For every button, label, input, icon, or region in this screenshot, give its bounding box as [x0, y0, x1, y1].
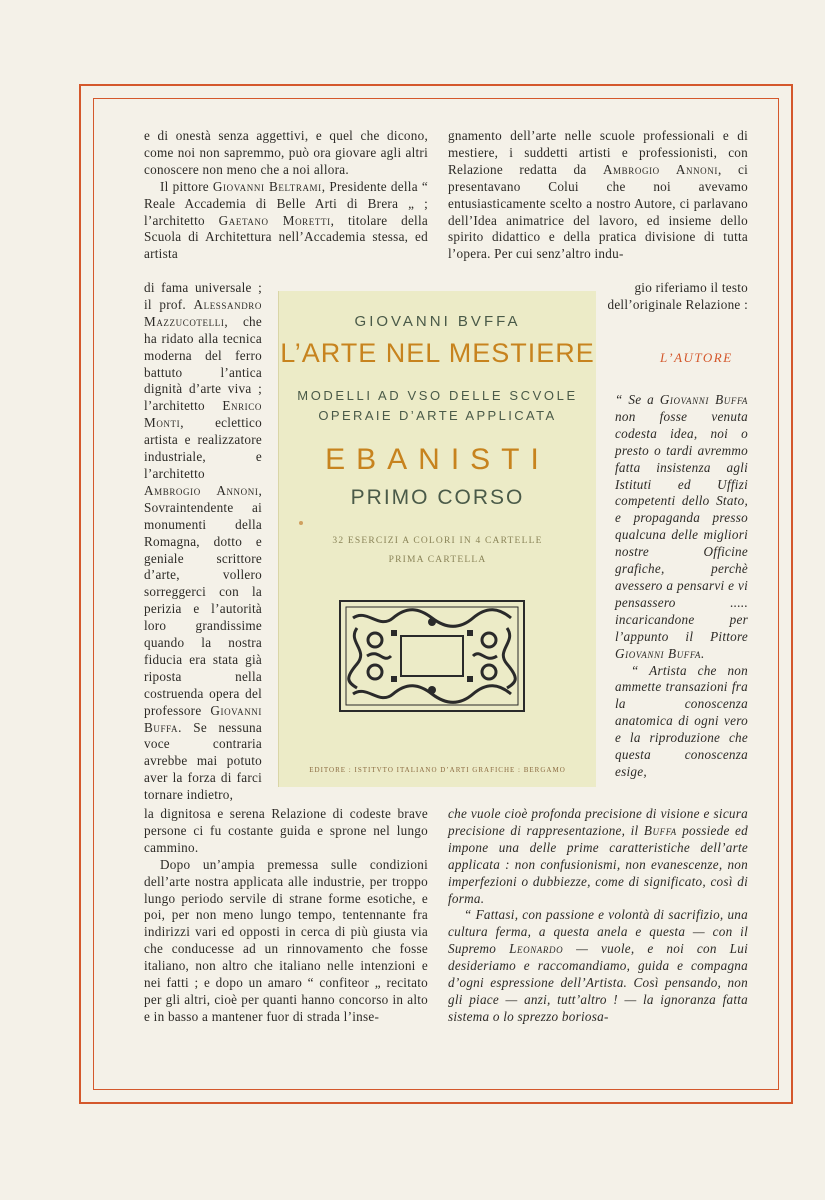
- name-beltrami: Giovanni Beltrami: [212, 178, 322, 194]
- name-annoni: Ambrogio Annoni: [144, 482, 259, 498]
- cover-editore: EDITORE : ISTITVTO ITALIANO D’ARTI GRAFICHE : BERGAMO: [309, 766, 566, 774]
- paragraph-relazione: la dignitosa e serena Relazione di codeste brave persone ci fu costante guida e sprone nel lungo cammino.: [144, 806, 428, 855]
- right-column-top: [448, 128, 748, 263]
- heading-autore: L’AUTORE: [660, 350, 733, 365]
- name-monti: Enrico Monti: [144, 398, 262, 431]
- cover-title: L’ARTE NEL MESTIERE: [280, 338, 595, 368]
- name-annoni-2: Ambrogio Annoni: [602, 161, 718, 177]
- cover-ornament-icon: [339, 600, 525, 712]
- name-leonardo: Leonardo: [509, 941, 564, 957]
- cover-subtitle-1: MODELLI AD VSO DELLE SCVOLE: [297, 388, 578, 403]
- paragraph-quote-1: “ Se a Giovanni Buffa non fosse venuta codesta idea, noi o presto o tardi avremmo fatta insistenza agli Istituti ed Uffizi competenti dello Stato, e propaganda presso qualcuna delle migliori nostre Officine grafiche, perchè avessero a pensarvi e vi pensassero ..... incaricandone per l’appunto il Pittore Giovanni Buffa.: [615, 392, 749, 661]
- name-moretti: Gaetano Moretti: [218, 212, 331, 228]
- name-mazzucotelli: Alessandro Mazzucotelli: [144, 296, 262, 329]
- paragraph-insegnamento: gnamento dell’arte nelle scuole professionali e di mestiere, i suddetti artisti e professionisti, con Relazione redatta da Ambrogio Annoni, ci presentavano Colui che noi avevamo entusiasticamente scelto a nostro Autore, ci parlavano dell’Idea animatrice del lavoro, ed insieme dello spirito didattico e della pratica divisione di tutta l’opera. Per cui senz’altro indu-: [448, 128, 748, 262]
- paragraph-quote-2: “ Artista che non ammette transazioni fra la conoscenza anatomica di ogni vero e la riproduzione che questa conoscenza esige,: [615, 662, 748, 779]
- cover-esercizi: 32 ESERCIZI A COLORI IN 4 CARTELLE: [332, 536, 543, 546]
- paragraph-artists: Il pittore Giovanni Beltrami, Presidente della “ Reale Accademia di Belle Arti di Brera „ ; l’architetto Gaetano Moretti, titolare della Scuola di Architettura nell’Accademia stessa, ed artista: [144, 178, 428, 262]
- right-column-narrow: [606, 280, 748, 314]
- paragraph-quote-4: “ Fattasi, con passione e volontà di sacrifizio, una cultura ferma, a questa anela e questa — con il Supremo Leonardo — vuole, e noi con Lui desideriamo e raccomandiamo, guida e compagna d’ogni espressione dell’Artista. Così pensando, non gli piace — anzi, tutt’altro ! — la ignoranza fatta sistema o lo sprezzo boriosa-: [448, 907, 748, 1024]
- paragraph-quote-3: che vuole cioè profonda precisione di visione e sicura precisione di rappresentazione, il Buffa possiede ed impone una delle prime caratteristiche dell’arte applicata : non confusionismi, non evanescenze, non imperfezioni o dubbiezze, come di significato, così di forma.: [448, 806, 748, 906]
- left-column-top: [144, 128, 428, 263]
- cover-subtitle-2: OPERAIE D’ARTE APPLICATA: [318, 408, 557, 423]
- cover-ebanisti: EBANISTI: [325, 443, 550, 476]
- paragraph-artists-continued: di fama universale ; il prof. Alessandro Mazzucotelli, che ha ridato alla tecnica moderna del ferro battuto l’antica dignità d’arte viva ; l’architetto Enrico Monti, eclettico artista e realizzatore industriale, e l’architetto Ambrogio Annoni, Sovraintendente ai monumenti della Romagna, dotto e geniale scrittore d’arte, vollero sorreggerci con la perizia e l’autorità loro grandissime quando la nostra fiducia era stata già riposta nella costruenda opera del professore Giovanni Buffa. Se nessuna voce contraria avrebbe mai potuto aver la forza di farci tornare indietro,: [144, 280, 262, 803]
- cover-corso: PRIMO CORSO: [350, 486, 525, 509]
- paragraph-intro: e di onestà senza aggettivi, e quel che dicono, come noi non sapremmo, può ora giovare agli altri conoscere non meno che a noi allora.: [144, 128, 428, 177]
- cover-cartella: PRIMA CARTELLA: [388, 555, 487, 565]
- left-column-bottom: [144, 806, 428, 1026]
- name-buffa-2: Giovanni Buffa: [659, 392, 749, 407]
- paragraph-premessa: Dopo un’ampia premessa sulle condizioni dell’arte nostra applicata alle industrie, per troppo lungo periodo servile di strane forme esotiche, e poi, per non meno lungo tempo, tentennante fra indirizzi vari ed opposti in cerca di più giusta via che conducesse ad un rinnovamento che fosse italiano, non altro che italiano nelle intenzioni e nei fatti ; e dopo un amaro “ confiteor „ recitato per gli altri, cioè per quanti hanno concorso in alto e in basso a mantener fuor di strada l’inse-: [144, 856, 428, 1024]
- paragraph-relazione-intro: gio riferiamo il testo dell’originale Relazione :: [607, 280, 748, 312]
- cover-dot: [299, 521, 303, 525]
- right-column-bottom: [448, 806, 748, 1026]
- left-column-narrow: [144, 280, 262, 804]
- right-column-italic: [615, 392, 748, 781]
- name-buffa-3: Giovanni Buffa: [615, 645, 701, 661]
- cover-author: GIOVANNI BVFFA: [354, 313, 521, 330]
- name-buffa-4: Buffa: [643, 822, 677, 838]
- book-cover-image: [278, 291, 596, 787]
- name-buffa: Giovanni Buffa: [144, 702, 262, 735]
